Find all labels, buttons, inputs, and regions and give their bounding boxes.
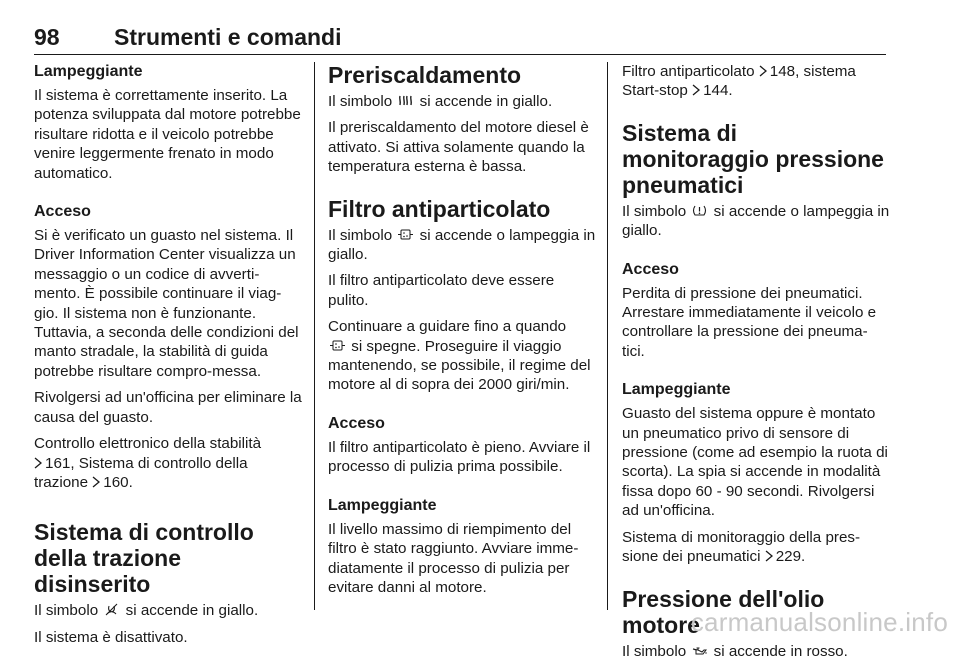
paragraph-esc-reference: Controllo elettronico della stabilità 161, Sistema di controllo della trazione 160. xyxy=(34,435,262,491)
page-link[interactable]: 148, sistema Start-stop xyxy=(622,63,856,100)
section-heading: Acceso xyxy=(328,414,385,432)
paragraph: Il simbolo si accende in rosso. xyxy=(622,642,848,660)
reference-arrow-icon xyxy=(692,84,700,96)
paragraph: Il simbolo si accende o lampeggia in giallo. xyxy=(328,226,596,264)
reference-arrow-icon xyxy=(765,550,773,562)
section-title: Sistema di monitoraggio pressione pneumatici xyxy=(622,119,884,198)
page-number: 98 xyxy=(34,24,60,50)
tire-pressure-icon xyxy=(692,204,707,217)
section-heading: Lampeggiante xyxy=(622,381,731,399)
section-heading: Acceso xyxy=(622,260,679,278)
glow-plug-icon xyxy=(398,94,413,107)
paragraph: Si è verificato un guasto nel sistema. Il Driver Information Center visualizza un messaggio o un codice di avverti-mento. È possibile continuare il viag-gio. Il sistema non è funzionante. Tuttavia, a seconda delle condizioni del manto stradale, la stabilità di guida potrebbe risultare compro-messa. xyxy=(34,227,299,380)
oil-can-icon xyxy=(692,644,707,657)
running-title: Strumenti e comandi xyxy=(114,24,342,50)
column-divider xyxy=(314,62,315,610)
traction-control-off-icon xyxy=(104,603,119,616)
column-right xyxy=(622,62,890,668)
section-title: Sistema di controllo della trazione disinserito xyxy=(34,519,254,598)
watermark: carmanualsonline.info xyxy=(690,607,948,637)
section-heading: Lampeggiante xyxy=(34,63,143,80)
paragraph: Guasto del sistema oppure è montato un pneumatico privo di sensore di pressione (come ad esempio la ruota di scorta). La spia si accende in modalità fissa dopo 60 - 90 secondi. Rivolgersi ad un'officina. xyxy=(622,405,888,520)
reference-arrow-icon xyxy=(34,457,42,469)
paragraph: Il simbolo si accende in giallo. xyxy=(34,602,259,620)
paragraph: Sistema di monitoraggio della pres-sione dei pneumatici 229. xyxy=(622,528,861,566)
reference-arrow-icon xyxy=(92,476,100,488)
page-link[interactable]: 160. xyxy=(103,473,133,491)
column-divider xyxy=(607,62,608,610)
paragraph: Il livello massimo di riempimento del filtro è stato raggiunto. Avviare imme-diatamente il processo di pulizia per evitare danni al motore. xyxy=(328,520,579,596)
paragraph: Il sistema è disattivato. xyxy=(34,628,188,646)
paragraph: Il preriscaldamento del motore diesel è attivato. Si attiva solamente quando la temperatura esterna è bassa. xyxy=(328,119,589,176)
diesel-particulate-filter-icon xyxy=(330,339,345,352)
paragraph-reference: Filtro antiparticolato 148, sistema Start-stop 144. xyxy=(622,63,856,100)
page-header xyxy=(34,24,886,55)
page-link[interactable]: 229. xyxy=(775,548,806,566)
paragraph: Rivolgersi ad un'officina per eliminare la causa del guasto. xyxy=(34,389,302,426)
paragraph: Il simbolo si accende o lampeggia in giallo. xyxy=(622,202,890,240)
paragraph: Continuare a guidare fino a quando si spegne. Proseguire il viaggio mantenendo, se possibile, il regime del motore al di sopra dei 2000 giri/min. xyxy=(328,318,591,394)
section-title: Pressione dell'olio motore xyxy=(622,585,825,638)
paragraph: Il filtro antiparticolato deve essere pulito. xyxy=(328,272,555,309)
reference-arrow-icon xyxy=(759,65,767,77)
section-heading: Lampeggiante xyxy=(328,496,437,514)
section-title: Preriscaldamento xyxy=(328,62,522,88)
page-link[interactable]: 161, Sistema di controllo della trazione xyxy=(34,454,248,491)
paragraph: Perdita di pressione dei pneumatici. Arrestare immediatamente il veicolo e controllare la pressione dei pneuma-tici. xyxy=(622,284,877,360)
paragraph: Il sistema è correttamente inserito. La potenza sviluppata dal motore potrebbe risultare ridotta e il veicolo potrebbe venire leggermente frenato in modo automatico. xyxy=(34,87,301,182)
section-heading: Acceso xyxy=(34,203,91,221)
paragraph: Il filtro antiparticolato è pieno. Avviare il processo di pulizia prima possibile. xyxy=(328,438,591,476)
column-middle xyxy=(328,62,596,604)
column-left xyxy=(34,62,302,654)
diesel-particulate-filter-icon xyxy=(398,228,413,241)
page-link[interactable]: 144. xyxy=(703,82,733,100)
section-title: Filtro antiparticolato xyxy=(328,195,551,222)
paragraph: Il simbolo si accende in giallo. xyxy=(328,93,553,110)
